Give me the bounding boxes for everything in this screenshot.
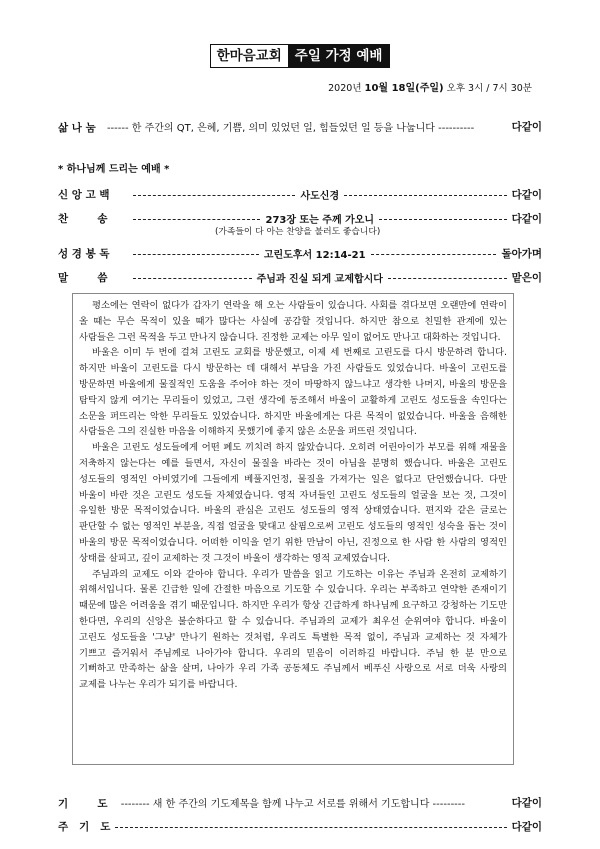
creed-label: 신 앙 고 백 bbox=[58, 189, 110, 201]
sermon-paragraph: 바울은 고린도 성도들에게 어떤 폐도 끼치려 하지 않았습니다. 오히려 어린아이가 부모를 위해 재물을 저축하지 않는다는 예를 들면서, 자신이 물질을 바라는 것이 아님을 분명히 했습니다. 바울은 고린도 성도들의 영적인 아비였기에 그들에게 베풀지언정, 물질을 가져가는 일은 없다고 단언했습니다. 다만 바울이 바란 것은 고린도 성도들 자체였습니다. 영적 자녀들인 고린도 성도들의 얼굴을 보는 것, 그것이 유일한 방문 목적이었습니다. 바울의 관심은 고린도 성도들의 영적 상태였습니다. 편지와 같은 글로는 판단할 수 없는 영적인 부분을, 직접 얼굴을 맞대고 살핌으로써 고린도 성도들의 영적인 성숙을 돕는 것이 바울의 방문 목적이었습니다. 어떠한 이익을 얻기 위한 만남이 아닌, 진정으로 한 사람 한 사람의 영적인 상태를 살피고, 깊이 교제하는 것 그것이 바울이 생각하는 영적 교제였습니다. bbox=[79, 442, 507, 564]
sermon-box bbox=[72, 293, 514, 765]
prayer-text: -------- 새 한 주간의 기도제목을 함께 나누고 서로를 위해서 기도합니다 --------- bbox=[120, 799, 466, 810]
word-label: 말 씀 bbox=[58, 272, 108, 284]
sermon-paragraph: 평소에는 연락이 없다가 갑자기 연락을 해 오는 사람들이 있습니다. 사회를 겪다보면 오랜만에 연락이 올 때는 무슨 목적이 있을 때가 많다는 사실에 공감할 것입니다. 하지만 참으로 친밀한 관계에 있는 사람들은 그런 목적을 두고 만나지 않습니다. 진정한 교제는 아무 일이 없어도 만나고 대화하는 것입니다. bbox=[79, 300, 507, 343]
hymn-right: 다같이 bbox=[511, 213, 543, 225]
reading-leader-left bbox=[133, 254, 259, 255]
hymn-leader-left bbox=[133, 219, 260, 220]
sermon-paragraph: 바울은 이미 두 번에 걸쳐 고린도 교회를 방문했고, 이제 세 번째로 고린도를 다시 방문하려 합니다. 하지만 바울이 고린도를 다시 방문하는 데 대해서 부담을 가진 사람들도 있었습니다. 바울이 고린도를 방문하면 바울에게 물질적인 도움을 주어야 하는 것이 마땅하지 않느냐고 생각한 나머지, 바울의 방문을 탐탁지 않게 여기는 무리들이 있었고, 그런 생각에 동조해서 바울이 교활하게 고린도 성도들을 속인다는 소문을 퍼뜨리는 악한 무리들도 있었습니다. 하지만 바울에게는 다른 목적이 없었습니다. 바울을 음해한 사람들은 그의 진실한 마음을 이해하지 못했기에 좋지 않은 소문을 퍼뜨린 것입니다. bbox=[79, 347, 507, 438]
title-block bbox=[0, 44, 600, 68]
sermon-paragraph: 주님과의 교제도 이와 같아야 합니다. 우리가 말씀을 읽고 기도하는 이유는 주님과 온전히 교제하기 위해서입니다. 물론 긴급한 일에 간절한 마음으로 기도할 수 있습니다. 우리는 부족하고 연약한 존재이기 때문에 많은 어려움을 겪기 때문입니다. 하지만 우리가 항상 긴급하게 하나님께 요구하고 강청하는 기도만 한다면, 우리의 신앙은 불순하다고 할 수 있습니다. 주님과의 교제가 최우선 순위여야 합니다. 바울이 고린도 성도들을 '그냥' 만나기 원하는 것처럼, 우리도 특별한 목적 없이, 주님과 교제하는 것 자체가 기쁘고 즐거워서 주님께로 나아가야 합니다. 우리의 믿음이 이러하길 바랍니다. 주님 한 분 만으로 기뻐하고 만족하는 삶을 살며, 나아가 우리 가족 공동체도 주님께서 베푸신 사랑으로 서로 더욱 사랑의 교제를 나누는 우리가 되기를 바랍니다. bbox=[79, 568, 507, 691]
service-title: 주일 가정 예배 bbox=[288, 45, 390, 67]
creed-leader-right bbox=[344, 195, 506, 196]
hymn-center: 273장 또는 주께 가오니 bbox=[265, 215, 375, 226]
worship-heading: * 하나님께 드리는 예배 * bbox=[58, 164, 170, 175]
word-leader-left bbox=[133, 278, 252, 279]
hymn-label: 찬 송 bbox=[58, 213, 108, 225]
creed-row bbox=[58, 187, 542, 202]
creed-center: 사도신경 bbox=[300, 191, 340, 202]
word-right: 맡은이 bbox=[511, 272, 542, 284]
sharing-row bbox=[58, 119, 542, 135]
reading-right: 돌아가며 bbox=[501, 248, 543, 260]
date-suffix: 오후 3시 / 7시 30분 bbox=[443, 83, 532, 94]
prayer-right: 다같이 bbox=[511, 797, 542, 809]
creed-right: 다같이 bbox=[511, 189, 543, 201]
reading-center: 고린도후서 12:14-21 bbox=[263, 250, 366, 261]
reading-label: 성 경 봉 독 bbox=[58, 248, 110, 260]
sharing-text: ------ 한 주간의 QT, 은혜, 기쁨, 의미 있었던 일, 힘들었던 일 등을 나눕니다 ---------- bbox=[106, 123, 475, 134]
prayer-row bbox=[58, 795, 542, 811]
date-prefix: 2020년 bbox=[328, 83, 365, 94]
prayer-label: 기 도 bbox=[58, 798, 108, 810]
title-box bbox=[210, 44, 391, 68]
lords-prayer-label: 주 기 도 bbox=[58, 821, 111, 833]
word-center: 주님과 진실 되게 교제합시다 bbox=[256, 274, 383, 285]
lords-prayer-row bbox=[58, 819, 542, 834]
sharing-right: 다같이 bbox=[511, 121, 542, 133]
sharing-label: 삶 나 눔 bbox=[58, 122, 96, 134]
lords-prayer-leader bbox=[115, 827, 506, 828]
word-leader-right bbox=[388, 278, 507, 279]
date-bold: 10월 18일(주일) bbox=[364, 83, 444, 94]
service-date bbox=[328, 79, 532, 94]
word-row bbox=[58, 270, 542, 285]
reading-row bbox=[58, 246, 542, 261]
hymn-leader-right bbox=[379, 219, 506, 220]
reading-leader-right bbox=[371, 254, 497, 255]
hymn-note: (가족들이 다 아는 찬양을 불러도 좋습니다) bbox=[215, 227, 381, 237]
church-name: 한마음교회 bbox=[211, 45, 288, 67]
lords-prayer-right: 다같이 bbox=[511, 821, 542, 833]
creed-leader-left bbox=[133, 195, 295, 196]
